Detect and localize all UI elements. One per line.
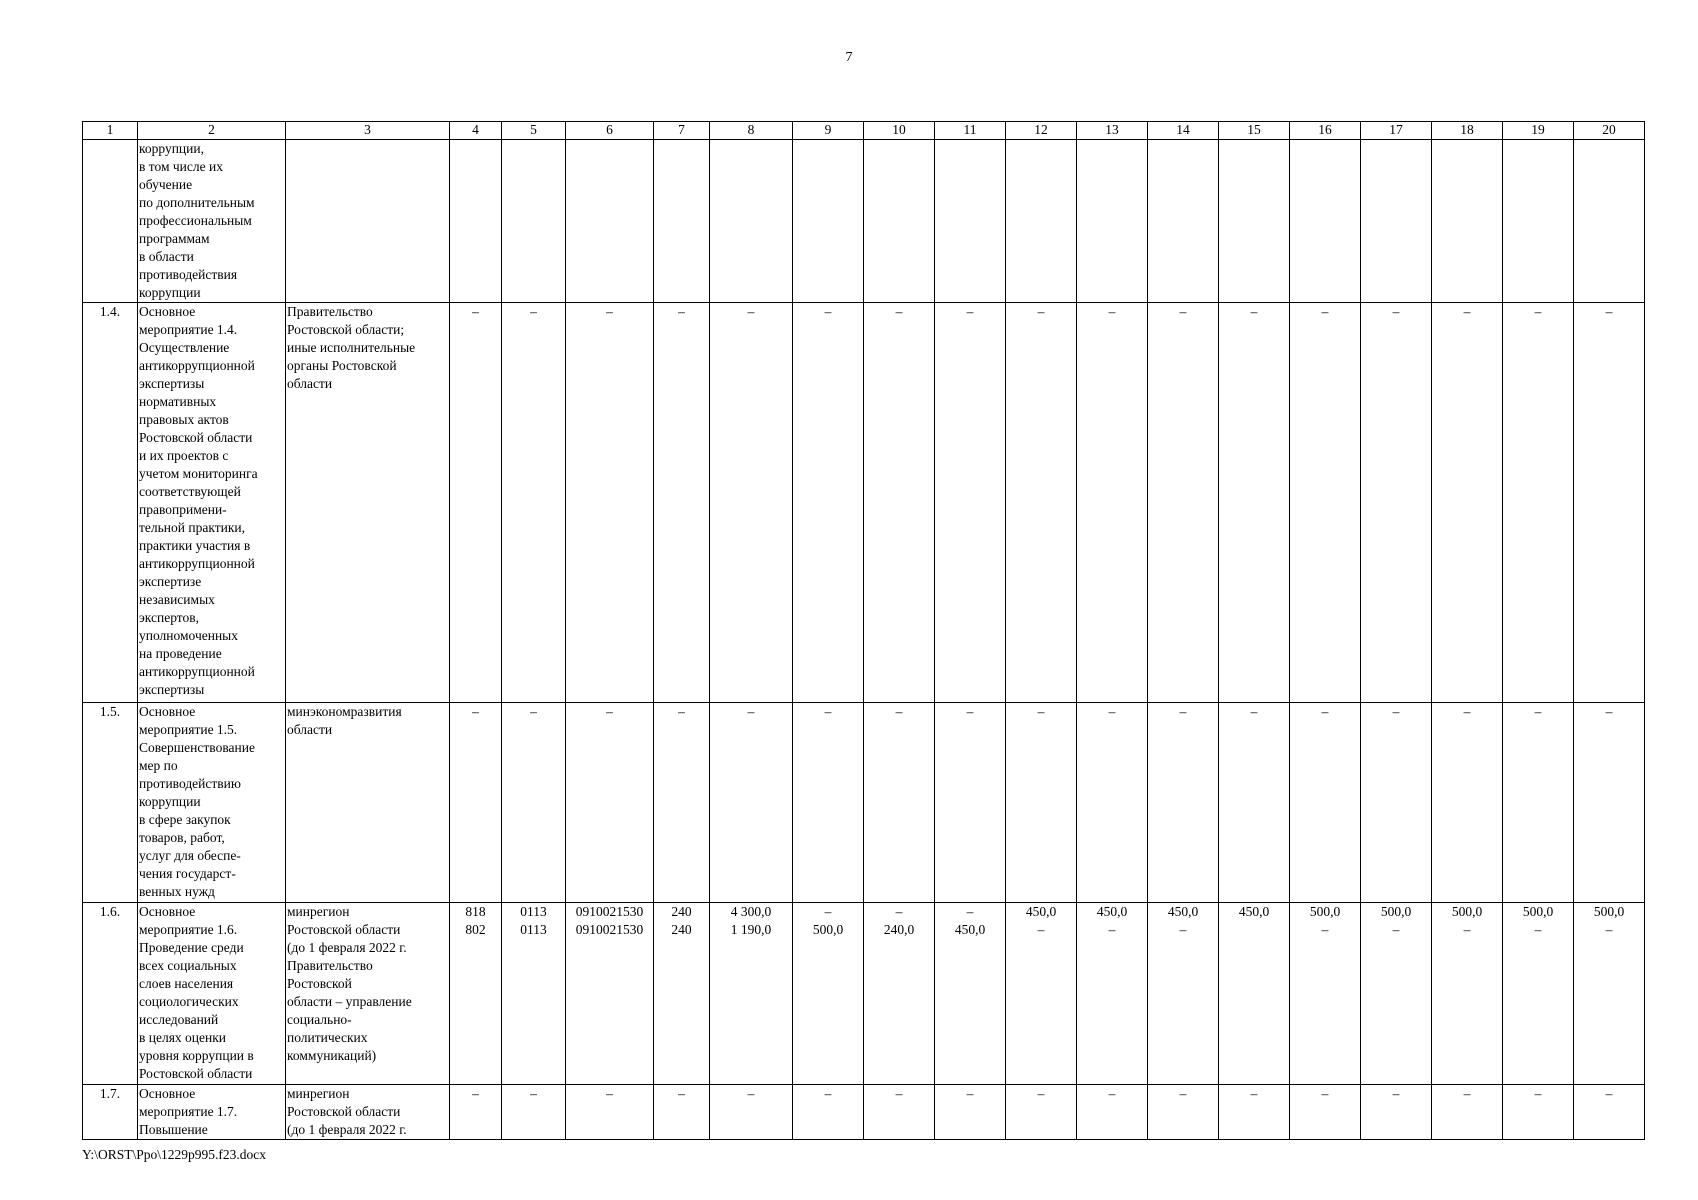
cell-line: Осуществление bbox=[139, 340, 230, 355]
value-cell bbox=[1503, 703, 1574, 903]
cell-line: экспертизы bbox=[139, 682, 205, 697]
header-cell: 19 bbox=[1503, 122, 1574, 140]
cell-line: Ростовской области; bbox=[287, 322, 405, 337]
cell-line: исследований bbox=[139, 1012, 219, 1027]
cell-line: 450,0 bbox=[1238, 904, 1270, 919]
executor-cell bbox=[286, 903, 450, 1085]
cell-line: практики участия в bbox=[139, 538, 251, 553]
cell-line: коррупции, bbox=[139, 141, 204, 156]
table-row bbox=[83, 1085, 1645, 1140]
value-cell bbox=[1574, 303, 1645, 703]
cell-line: минэкономразвития bbox=[287, 704, 402, 719]
cell-line: – bbox=[966, 1086, 974, 1101]
cell-line: в том числе их bbox=[139, 159, 223, 174]
cell-line: – bbox=[824, 1086, 832, 1101]
cell-line: – bbox=[1179, 922, 1187, 937]
header-cell: 14 bbox=[1148, 122, 1219, 140]
value-cell bbox=[1432, 1085, 1503, 1140]
cell-line: – bbox=[472, 1086, 479, 1101]
value-cell bbox=[1361, 140, 1432, 303]
cell-line: услуг для обеспе- bbox=[139, 848, 241, 863]
value-cell bbox=[502, 903, 566, 1085]
executor-cell bbox=[286, 140, 450, 303]
value-cell bbox=[1219, 140, 1290, 303]
cell-line: слоев населения bbox=[139, 976, 234, 991]
cell-line: Правительство bbox=[287, 958, 373, 973]
row-number-cell: 1.7. bbox=[83, 1085, 138, 1140]
value-cell bbox=[1148, 903, 1219, 1085]
cell-line: 240 bbox=[671, 904, 692, 919]
value-cell bbox=[1574, 1085, 1645, 1140]
value-cell bbox=[1006, 1085, 1077, 1140]
value-cell bbox=[502, 703, 566, 903]
value-cell bbox=[1077, 903, 1148, 1085]
value-cell bbox=[450, 903, 502, 1085]
value-cell bbox=[1148, 303, 1219, 703]
cell-line: 450,0 bbox=[1167, 904, 1199, 919]
cell-line: (до 1 февраля 2022 г. bbox=[287, 940, 407, 955]
cell-line: Ростовской области bbox=[139, 430, 253, 445]
cell-line: – bbox=[606, 704, 613, 719]
value-cell bbox=[1361, 303, 1432, 703]
cell-line: – bbox=[1463, 1086, 1471, 1101]
value-cell bbox=[654, 140, 710, 303]
cell-line: независимых bbox=[139, 592, 215, 607]
cell-line: – bbox=[1250, 1086, 1258, 1101]
value-cell bbox=[1006, 703, 1077, 903]
value-cell bbox=[566, 903, 654, 1085]
cell-line: – bbox=[1108, 704, 1116, 719]
cell-line: уровня коррупции в bbox=[139, 1048, 254, 1063]
header-cell: 16 bbox=[1290, 122, 1361, 140]
header-cell: 15 bbox=[1219, 122, 1290, 140]
cell-line: – bbox=[1605, 922, 1613, 937]
value-cell bbox=[864, 303, 935, 703]
value-cell bbox=[654, 703, 710, 903]
value-cell bbox=[935, 703, 1006, 903]
value-cell bbox=[1290, 140, 1361, 303]
activity-name-cell bbox=[138, 303, 286, 703]
cell-line: мер по bbox=[139, 758, 178, 773]
cell-line: 0910021530 bbox=[575, 904, 644, 919]
header-row bbox=[83, 122, 1645, 140]
program-table bbox=[82, 121, 1645, 1140]
value-cell bbox=[654, 903, 710, 1085]
cell-line: 0113 bbox=[520, 922, 547, 937]
header-cell: 3 bbox=[286, 122, 450, 140]
cell-line: – bbox=[747, 1086, 755, 1101]
value-cell bbox=[1006, 303, 1077, 703]
cell-line: – bbox=[747, 704, 755, 719]
cell-line: антикоррупционной bbox=[139, 358, 255, 373]
cell-line: органы Ростовской bbox=[287, 358, 397, 373]
cell-line: социально- bbox=[287, 1012, 352, 1027]
value-cell bbox=[935, 140, 1006, 303]
cell-line: – bbox=[1037, 304, 1045, 319]
row-number-cell: 1.4. bbox=[83, 303, 138, 703]
cell-line: – bbox=[895, 904, 903, 919]
cell-line: политических bbox=[287, 1030, 368, 1045]
value-cell bbox=[710, 903, 793, 1085]
cell-line: 450,0 bbox=[954, 922, 986, 937]
cell-line: – bbox=[1392, 304, 1400, 319]
value-cell bbox=[1290, 903, 1361, 1085]
cell-line: Совершенствование bbox=[139, 740, 255, 755]
cell-line: – bbox=[1108, 922, 1116, 937]
cell-line: программам bbox=[139, 231, 210, 246]
cell-line: мероприятие 1.6. bbox=[139, 922, 238, 937]
cell-line: обучение bbox=[139, 177, 193, 192]
cell-line: экспертизы bbox=[139, 376, 205, 391]
cell-line: иные исполнительные bbox=[287, 340, 416, 355]
cell-line: – bbox=[1321, 922, 1329, 937]
header-cell: 8 bbox=[710, 122, 793, 140]
cell-line: – bbox=[530, 1086, 537, 1101]
cell-line: – bbox=[895, 304, 903, 319]
cell-line: – bbox=[966, 704, 974, 719]
cell-line: коррупции bbox=[139, 285, 201, 300]
cell-line: Ростовской области bbox=[287, 922, 401, 937]
value-cell bbox=[1077, 703, 1148, 903]
cell-line: – bbox=[1037, 704, 1045, 719]
cell-line: 0910021530 bbox=[575, 922, 644, 937]
header-cell: 6 bbox=[566, 122, 654, 140]
value-cell bbox=[1148, 140, 1219, 303]
cell-line: Основное bbox=[139, 704, 196, 719]
value-cell bbox=[1432, 903, 1503, 1085]
value-cell bbox=[864, 140, 935, 303]
table-row bbox=[83, 703, 1645, 903]
cell-line: – bbox=[747, 304, 755, 319]
cell-line: – bbox=[1534, 304, 1542, 319]
cell-line: Повышение bbox=[139, 1122, 208, 1137]
table-row bbox=[83, 303, 1645, 703]
cell-line: минрегион bbox=[287, 1086, 350, 1101]
cell-line: 818 bbox=[465, 904, 486, 919]
cell-line bbox=[1220, 921, 1288, 939]
value-cell bbox=[450, 1085, 502, 1140]
cell-line: – bbox=[966, 904, 974, 919]
value-cell bbox=[710, 1085, 793, 1140]
cell-line: 240 bbox=[671, 922, 692, 937]
value-cell bbox=[1077, 1085, 1148, 1140]
cell-line: 500,0 bbox=[1593, 904, 1625, 919]
cell-line: венных нужд bbox=[139, 884, 215, 899]
cell-line: – bbox=[1534, 922, 1542, 937]
cell-line: – bbox=[1108, 1086, 1116, 1101]
cell-line: Ростовской bbox=[287, 976, 352, 991]
cell-line: в сфере закупок bbox=[139, 812, 231, 827]
value-cell bbox=[793, 303, 864, 703]
cell-line: – bbox=[1179, 704, 1187, 719]
cell-line: правовых актов bbox=[139, 412, 229, 427]
cell-line: – bbox=[1321, 304, 1329, 319]
value-cell bbox=[935, 303, 1006, 703]
cell-line: – bbox=[895, 1086, 903, 1101]
executor-cell bbox=[286, 703, 450, 903]
cell-line: социологических bbox=[139, 994, 239, 1009]
value-cell bbox=[793, 1085, 864, 1140]
cell-line: чения государст- bbox=[139, 866, 236, 881]
cell-line: 500,0 bbox=[1309, 904, 1341, 919]
cell-line: профессиональным bbox=[139, 213, 252, 228]
header-cell: 12 bbox=[1006, 122, 1077, 140]
cell-line: противодействию bbox=[139, 776, 241, 791]
value-cell bbox=[1432, 140, 1503, 303]
cell-line: – bbox=[1534, 704, 1542, 719]
value-cell bbox=[1148, 1085, 1219, 1140]
value-cell bbox=[1503, 140, 1574, 303]
value-cell bbox=[1361, 903, 1432, 1085]
cell-line: 802 bbox=[465, 922, 486, 937]
header-cell: 13 bbox=[1077, 122, 1148, 140]
header-cell: 10 bbox=[864, 122, 935, 140]
cell-line: области – управление bbox=[287, 994, 412, 1009]
page-number: 7 bbox=[845, 50, 853, 65]
cell-line: противодействия bbox=[139, 267, 238, 282]
cell-line: – bbox=[1179, 1086, 1187, 1101]
cell-line: нормативных bbox=[139, 394, 217, 409]
value-cell bbox=[1290, 1085, 1361, 1140]
row-number-cell: 1.5. bbox=[83, 703, 138, 903]
cell-line: – bbox=[1463, 922, 1471, 937]
value-cell bbox=[864, 1085, 935, 1140]
activity-name-cell bbox=[138, 903, 286, 1085]
cell-line: правопримени- bbox=[139, 502, 227, 517]
header-cell: 4 bbox=[450, 122, 502, 140]
value-cell bbox=[566, 1085, 654, 1140]
cell-line: мероприятие 1.7. bbox=[139, 1104, 238, 1119]
cell-line: – bbox=[1037, 922, 1045, 937]
value-cell bbox=[654, 303, 710, 703]
header-cell: 17 bbox=[1361, 122, 1432, 140]
value-cell bbox=[1077, 303, 1148, 703]
cell-line: и их проектов с bbox=[139, 448, 229, 463]
value-cell bbox=[1361, 1085, 1432, 1140]
cell-line: (до 1 февраля 2022 г. bbox=[287, 1122, 407, 1137]
executor-cell bbox=[286, 1085, 450, 1140]
cell-line: экспертов, bbox=[139, 610, 200, 625]
cell-line: – bbox=[606, 304, 613, 319]
cell-line: 450,0 bbox=[1025, 904, 1057, 919]
cell-line: тельной практики, bbox=[139, 520, 245, 535]
cell-line: – bbox=[530, 304, 537, 319]
value-cell bbox=[1219, 1085, 1290, 1140]
cell-line: – bbox=[1392, 1086, 1400, 1101]
value-cell bbox=[793, 140, 864, 303]
cell-line: – bbox=[530, 704, 537, 719]
activity-name-cell bbox=[138, 1085, 286, 1140]
value-cell bbox=[450, 703, 502, 903]
cell-line: – bbox=[1392, 922, 1400, 937]
cell-line: – bbox=[1321, 704, 1329, 719]
value-cell bbox=[502, 303, 566, 703]
cell-line: – bbox=[824, 904, 832, 919]
cell-line: – bbox=[1605, 1086, 1613, 1101]
cell-line: коррупции bbox=[139, 794, 201, 809]
cell-line: – bbox=[824, 304, 832, 319]
header-cell: 9 bbox=[793, 122, 864, 140]
cell-line: – bbox=[1250, 304, 1258, 319]
value-cell bbox=[1432, 303, 1503, 703]
executor-cell bbox=[286, 303, 450, 703]
header-cell: 20 bbox=[1574, 122, 1645, 140]
header-cell: 18 bbox=[1432, 122, 1503, 140]
value-cell bbox=[566, 703, 654, 903]
value-cell bbox=[1148, 703, 1219, 903]
cell-line: 240,0 bbox=[883, 922, 915, 937]
value-cell bbox=[1503, 1085, 1574, 1140]
cell-line: Основное bbox=[139, 304, 196, 319]
value-cell bbox=[1503, 303, 1574, 703]
cell-line: Ростовской области bbox=[287, 1104, 401, 1119]
cell-line: Основное bbox=[139, 1086, 196, 1101]
cell-line: – bbox=[1037, 1086, 1045, 1101]
cell-line: – bbox=[1463, 704, 1471, 719]
cell-line: в области bbox=[139, 249, 194, 264]
cell-line: антикоррупционной bbox=[139, 664, 255, 679]
value-cell bbox=[450, 140, 502, 303]
cell-line: – bbox=[678, 704, 685, 719]
value-cell bbox=[710, 140, 793, 303]
value-cell bbox=[1574, 140, 1645, 303]
cell-line: – bbox=[1392, 704, 1400, 719]
value-cell bbox=[793, 903, 864, 1085]
cell-line: – bbox=[1250, 704, 1258, 719]
cell-line: 500,0 bbox=[1522, 904, 1554, 919]
cell-line: Основное bbox=[139, 904, 196, 919]
cell-line: коммуникаций) bbox=[287, 1048, 377, 1063]
table-row bbox=[83, 140, 1645, 303]
activity-name-cell bbox=[138, 140, 286, 303]
value-cell bbox=[1574, 703, 1645, 903]
value-cell bbox=[710, 303, 793, 703]
cell-line: 500,0 bbox=[1380, 904, 1412, 919]
file-path-footer: Y:\ORST\Ppo\1229p995.f23.docx bbox=[82, 1147, 267, 1162]
cell-line: – bbox=[1179, 304, 1187, 319]
cell-line: 4 300,0 bbox=[730, 904, 772, 919]
cell-line: – bbox=[966, 304, 974, 319]
cell-line: уполномоченных bbox=[139, 628, 238, 643]
cell-line: – bbox=[1321, 1086, 1329, 1101]
cell-line: минрегион bbox=[287, 904, 350, 919]
value-cell bbox=[1503, 903, 1574, 1085]
cell-line: 450,0 bbox=[1096, 904, 1128, 919]
cell-line: – bbox=[824, 704, 832, 719]
value-cell bbox=[1432, 703, 1503, 903]
value-cell bbox=[935, 903, 1006, 1085]
cell-line: – bbox=[1605, 704, 1613, 719]
value-cell bbox=[1290, 703, 1361, 903]
value-cell bbox=[1219, 303, 1290, 703]
cell-line: на проведение bbox=[139, 646, 222, 661]
value-cell bbox=[654, 1085, 710, 1140]
cell-line: – bbox=[1534, 1086, 1542, 1101]
cell-line: – bbox=[678, 304, 685, 319]
cell-line: – bbox=[606, 1086, 613, 1101]
value-cell bbox=[793, 703, 864, 903]
value-cell bbox=[1077, 140, 1148, 303]
header-cell: 5 bbox=[502, 122, 566, 140]
value-cell bbox=[1290, 303, 1361, 703]
value-cell bbox=[566, 140, 654, 303]
cell-line: области bbox=[287, 376, 333, 391]
cell-line: – bbox=[678, 1086, 685, 1101]
value-cell bbox=[450, 303, 502, 703]
value-cell bbox=[1006, 140, 1077, 303]
value-cell bbox=[502, 1085, 566, 1140]
cell-line: – bbox=[472, 304, 479, 319]
row-number-cell: 1.6. bbox=[83, 903, 138, 1085]
cell-line: Ростовской области bbox=[139, 1066, 253, 1081]
cell-line: в целях оценки bbox=[139, 1030, 227, 1045]
cell-line: 500,0 bbox=[812, 922, 844, 937]
value-cell bbox=[710, 703, 793, 903]
value-cell bbox=[1006, 903, 1077, 1085]
value-cell bbox=[1361, 703, 1432, 903]
cell-line: всех социальных bbox=[139, 958, 237, 973]
cell-line: области bbox=[287, 722, 333, 737]
header-cell: 1 bbox=[83, 122, 138, 140]
value-cell bbox=[864, 903, 935, 1085]
header-cell: 7 bbox=[654, 122, 710, 140]
value-cell bbox=[1219, 903, 1290, 1085]
cell-line: Правительство bbox=[287, 304, 373, 319]
value-cell bbox=[502, 140, 566, 303]
activity-name-cell bbox=[138, 703, 286, 903]
cell-line: 0113 bbox=[520, 904, 547, 919]
cell-line: соответствующей bbox=[139, 484, 241, 499]
cell-line: 1 190,0 bbox=[730, 922, 772, 937]
cell-line: – bbox=[472, 704, 479, 719]
cell-line: – bbox=[895, 704, 903, 719]
cell-line: учетом мониторинга bbox=[139, 466, 258, 481]
cell-line: по дополнительным bbox=[139, 195, 255, 210]
cell-line: Проведение среди bbox=[139, 940, 244, 955]
value-cell bbox=[864, 703, 935, 903]
cell-line: антикоррупционной bbox=[139, 556, 255, 571]
cell-line: мероприятие 1.4. bbox=[139, 322, 238, 337]
row-number-cell bbox=[83, 140, 138, 303]
value-cell bbox=[1219, 703, 1290, 903]
value-cell bbox=[935, 1085, 1006, 1140]
table-row bbox=[83, 903, 1645, 1085]
cell-line: – bbox=[1463, 304, 1471, 319]
cell-line: мероприятие 1.5. bbox=[139, 722, 238, 737]
header-cell: 2 bbox=[138, 122, 286, 140]
cell-line: 500,0 bbox=[1451, 904, 1483, 919]
cell-line: экспертизе bbox=[139, 574, 202, 589]
value-cell bbox=[1574, 903, 1645, 1085]
header-cell: 11 bbox=[935, 122, 1006, 140]
cell-line: – bbox=[1605, 304, 1613, 319]
cell-line: – bbox=[1108, 304, 1116, 319]
cell-line: товаров, работ, bbox=[139, 830, 225, 845]
value-cell bbox=[566, 303, 654, 703]
